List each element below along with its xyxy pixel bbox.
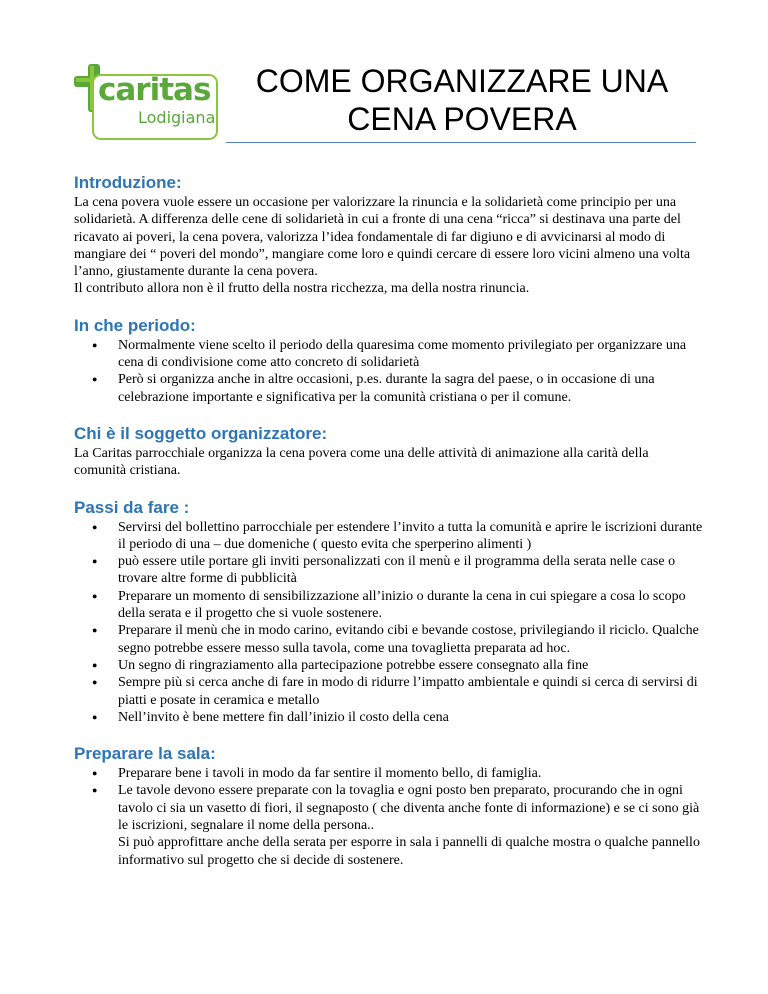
title-line-2: CENA POVERA <box>347 101 577 137</box>
passi-list <box>74 519 704 727</box>
intro-paragraph: La cena povera vuole essere un occasione per valorizzare la rinuncia e la solidarietà come principio per una solidarietà. A differenza delle cene di solidarietà in cui a fronte di una cena “ricca” si destinava una parte del ricavato ai poveri, la cena povera, valorizza l’idea fondamentale di far digiuno e di avvicinarsi al modo di mangiare dei “ poveri del mondo”, mangiare come loro e quindi cercare di essere loro vicini almeno una volta l’anno, giustamente durante la cena povera. <box>74 195 691 280</box>
heading-organizzatore: Chi è il soggetto organizzatore: <box>74 423 328 443</box>
list-item: ● Preparare un momento di sensibilizzazione all’inizio o durante la cena in cui spiegare a cosa lo scopo della serata e il progetto che si vuole sostenere. <box>118 588 704 623</box>
section-periodo <box>74 315 704 406</box>
periodo-list <box>74 337 704 406</box>
list-item: ● Preparare il menù che in modo carino, evitando cibi e bevande costose, privilegiando il riciclo. Qualche segno potrebbe essere messo sulla tavola, come una tovaglietta preparata ad hoc. <box>118 622 704 657</box>
title-underline <box>226 142 696 143</box>
list-item: ● Un segno di ringraziamento alla partecipazione potrebbe essere consegnato alla fine <box>118 657 704 674</box>
title-line-1: COME ORGANIZZARE UNA <box>255 63 669 99</box>
sala-list <box>74 765 704 869</box>
page-title <box>230 62 694 138</box>
section-passi <box>74 497 704 727</box>
heading-passi: Passi da fare : <box>74 497 190 517</box>
logo-subtitle: Lodigiana <box>138 108 216 127</box>
heading-periodo: In che periodo: <box>74 315 196 335</box>
list-item: ● Però si organizza anche in altre occasioni, p.es. durante la sagra del paese, o in occasione di una celebrazione importante e significativa per la comunità cristiana o per il comune. <box>118 371 704 406</box>
list-item <box>118 782 704 868</box>
document-body <box>74 172 704 886</box>
sala-item-text: Le tavole devono essere preparate con la tovaglia e ogni posto ben preparato, procurando che in ogni tavolo ci sia un vasetto di fiori, il segnaposto ( che diventa anche fonte di informazione) e se ci sono già le iscrizioni, segnalare il nome della persona.. <box>118 783 700 834</box>
section-sala <box>74 743 704 869</box>
logo-wordmark: caritas <box>98 72 211 108</box>
list-item: ● può essere utile portare gli inviti personalizzati con il menù e il programma della serata nelle case o trovare altre forme di pubblicità <box>118 553 704 588</box>
list-item: ● Normalmente viene scelto il periodo della quaresima come momento privilegiato per organizzare una cena di condivisione come atto concreto di solidarietà <box>118 337 704 372</box>
sala-item-note: Si può approfittare anche della serata per esporre in sala i pannelli di qualche mostra o qualche pannello informativo sul progetto che si decide di sostenere. <box>118 835 700 868</box>
list-item: ● Sempre più si cerca anche di fare in modo di ridurre l’impatto ambientale e quindi si cerca di servirsi di piatti e posate in ceramica e metallo <box>118 674 704 709</box>
list-item: ● Servirsi del bollettino parrocchiale per estendere l’invito a tutta la comunità e aprire le iscrizioni durante il periodo di una – due domeniche ( questo evita che sperperino alimenti ) <box>118 519 704 554</box>
section-introduzione <box>74 172 704 298</box>
organizzatore-paragraph: La Caritas parrocchiale organizza la cena povera come una delle attività di animazione alla carità della comunità cristiana. <box>74 445 649 479</box>
section-organizzatore <box>74 423 704 480</box>
list-item: ● Nell’invito è bene mettere fin dall’inizio il costo della cena <box>118 709 704 726</box>
list-item: ● Preparare bene i tavoli in modo da far sentire il momento bello, di famiglia. <box>118 765 704 782</box>
intro-paragraph-2: Il contributo allora non è il frutto della nostra ricchezza, ma della nostra rinuncia. <box>74 281 530 297</box>
heading-introduzione: Introduzione: <box>74 173 182 192</box>
heading-sala: Preparare la sala: <box>74 744 216 764</box>
caritas-logo <box>70 62 220 142</box>
